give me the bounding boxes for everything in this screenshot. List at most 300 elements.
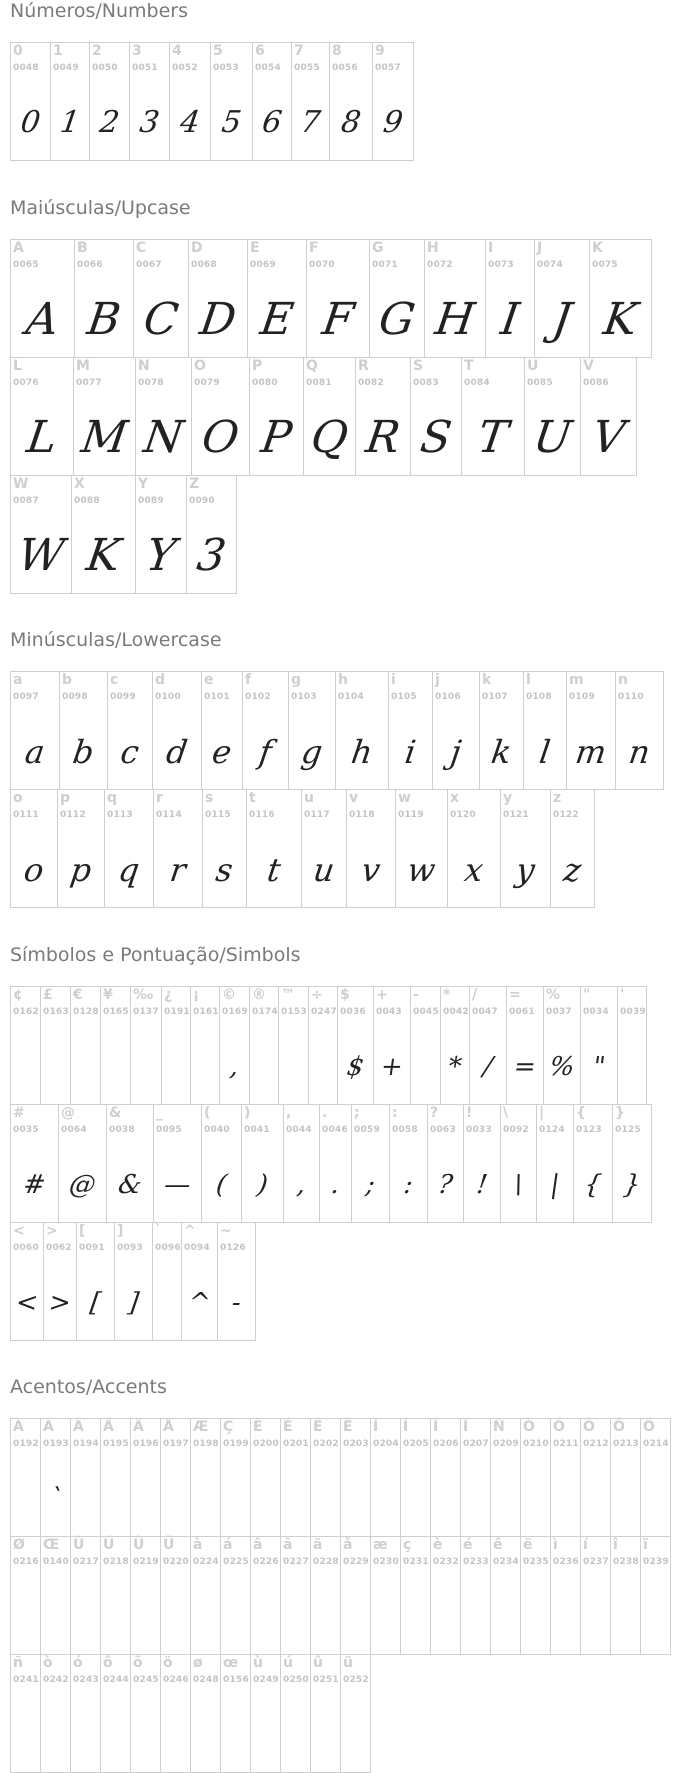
glyph-cell <box>303 357 356 476</box>
glyph-preview <box>336 1697 376 1772</box>
glyph-code: 0219 <box>133 1557 159 1567</box>
glyph-code: 0233 <box>463 1557 489 1567</box>
glyph-cell <box>500 1104 537 1223</box>
glyph-character: Á <box>43 1419 54 1435</box>
glyph-character: i <box>391 672 396 688</box>
glyph-code: 0092 <box>503 1125 529 1135</box>
glyph-code: 0156 <box>223 1675 249 1685</box>
glyph-preview: — <box>162 1169 193 1200</box>
glyph-code: 0241 <box>13 1675 39 1685</box>
glyph-character: 0 <box>13 43 23 59</box>
glyph-cell <box>536 1104 574 1223</box>
glyph-character: Ä <box>133 1419 144 1435</box>
glyph-code: 0118 <box>349 810 375 820</box>
glyph-cell <box>74 239 134 358</box>
glyph-code: 0060 <box>13 1243 39 1253</box>
glyph-code: 0033 <box>466 1125 492 1135</box>
glyph-cell <box>524 357 581 476</box>
glyph-preview: ] <box>126 1287 141 1318</box>
glyph-character: â <box>253 1537 263 1553</box>
glyph-preview: 3 <box>137 105 162 140</box>
section-title: Números/Numbers <box>10 0 188 22</box>
glyph-preview: n <box>626 732 653 771</box>
glyph-character: ` <box>155 1223 162 1239</box>
glyph-code: 0074 <box>537 260 563 270</box>
glyph-character: e <box>204 672 214 688</box>
glyph-preview: 6 <box>259 105 285 140</box>
glyph-preview: D <box>196 294 240 345</box>
glyph-character: Ú <box>103 1537 115 1553</box>
glyph-code: 0103 <box>291 692 317 702</box>
glyph-cell <box>188 239 248 358</box>
glyph-code: 0050 <box>92 63 118 73</box>
glyph-character: à <box>193 1537 203 1553</box>
glyph-character: Ü <box>163 1537 175 1553</box>
glyph-character: 5 <box>213 43 223 59</box>
glyph-cell <box>373 986 411 1105</box>
glyph-code: 0062 <box>46 1243 72 1253</box>
glyph-character: Q <box>306 358 318 374</box>
glyph-cell <box>306 239 370 358</box>
glyph-character: H <box>427 240 439 256</box>
glyph-character: Ç <box>223 1419 234 1435</box>
glyph-character: \ <box>503 1105 509 1121</box>
glyph-code: 0102 <box>245 692 271 702</box>
glyph-preview: 5 <box>219 105 244 140</box>
glyph-character: Ì <box>373 1419 379 1435</box>
glyph-character: ! <box>466 1105 473 1121</box>
glyph-cell <box>500 789 551 908</box>
glyph-cell <box>288 671 336 790</box>
glyph-cell <box>291 42 330 161</box>
glyph-character: ~ <box>220 1223 232 1239</box>
glyph-character: ò <box>43 1655 53 1671</box>
glyph-character: U <box>527 358 539 374</box>
glyph-character: © <box>222 987 236 1003</box>
glyph-code: 0248 <box>193 1675 219 1685</box>
glyph-character: I <box>488 240 494 256</box>
glyph-cell <box>100 1418 131 1537</box>
glyph-cell <box>506 986 544 1105</box>
glyph-cell <box>169 42 211 161</box>
glyph-character: 4 <box>172 43 182 59</box>
glyph-cell <box>430 1418 461 1537</box>
glyph-code: 0213 <box>613 1439 639 1449</box>
glyph-preview: s <box>213 850 236 889</box>
glyph-code: 0105 <box>391 692 417 702</box>
glyph-character: M <box>76 358 90 374</box>
glyph-preview: g <box>299 732 325 771</box>
glyph-character: ÷ <box>311 987 323 1003</box>
glyph-cell <box>152 1222 182 1341</box>
glyph-character: T <box>464 358 474 374</box>
glyph-cell <box>615 671 664 790</box>
glyph-character: . <box>322 1105 328 1121</box>
glyph-cell <box>70 1654 101 1773</box>
glyph-code: 0057 <box>375 63 401 73</box>
glyph-code: 0041 <box>244 1125 270 1135</box>
glyph-cell <box>329 42 373 161</box>
glyph-character: ã <box>283 1537 293 1553</box>
glyph-cell <box>520 1418 551 1537</box>
glyph-cell <box>10 671 60 790</box>
glyph-cell <box>129 42 170 161</box>
glyph-character: Ë <box>343 1419 353 1435</box>
glyph-cell <box>351 1104 390 1223</box>
glyph-code: 0106 <box>435 692 461 702</box>
glyph-code: 0245 <box>133 1675 159 1685</box>
glyph-character: 6 <box>255 43 265 59</box>
glyph-cell <box>566 671 616 790</box>
glyph-code: 0080 <box>252 378 278 388</box>
glyph-code: 0230 <box>373 1557 399 1567</box>
glyph-character: ô <box>103 1655 113 1671</box>
glyph-character: Œ <box>43 1537 60 1553</box>
glyph-cell <box>573 1104 613 1223</box>
glyph-character: 3 <box>132 43 142 59</box>
glyph-cell <box>340 1654 371 1773</box>
glyph-cell <box>220 1536 251 1655</box>
glyph-code: 0198 <box>193 1439 219 1449</box>
glyph-preview: Y <box>142 530 180 581</box>
glyph-character: < <box>13 1223 25 1239</box>
glyph-code: 0126 <box>220 1243 246 1253</box>
glyph-character: s <box>205 790 214 806</box>
glyph-preview: 3 <box>193 530 230 581</box>
section-title: Minúsculas/Lowercase <box>10 629 222 651</box>
glyph-preview: F <box>319 294 357 345</box>
glyph-preview: d <box>164 732 190 771</box>
glyph-preview: ! <box>474 1169 490 1200</box>
glyph-character: P <box>252 358 263 374</box>
glyph-cell <box>617 986 647 1105</box>
glyph-code: 0089 <box>138 496 164 506</box>
glyph-preview: B <box>84 294 124 345</box>
glyph-character: ä <box>313 1537 323 1553</box>
glyph-code: 0110 <box>618 692 644 702</box>
glyph-character: | <box>539 1105 545 1121</box>
glyph-code: 0153 <box>281 1007 307 1017</box>
glyph-cell <box>280 1418 311 1537</box>
glyph-code: 0140 <box>43 1557 69 1567</box>
glyph-character: ø <box>193 1655 203 1671</box>
glyph-code: 0191 <box>164 1007 190 1017</box>
glyph-code: 0098 <box>62 692 88 702</box>
glyph-character: £ <box>43 987 53 1003</box>
glyph-character: Ø <box>13 1537 25 1553</box>
glyph-cell <box>370 1418 401 1537</box>
glyph-code: 0068 <box>191 260 217 270</box>
glyph-code: 0035 <box>13 1125 39 1135</box>
glyph-code: 0199 <box>223 1439 249 1449</box>
glyph-code: 0212 <box>583 1439 609 1449</box>
glyph-cell <box>10 239 75 358</box>
glyph-preview: V <box>589 412 628 463</box>
glyph-cell <box>217 1222 256 1341</box>
glyph-preview: u <box>311 850 337 889</box>
glyph-code: 0251 <box>313 1675 339 1685</box>
glyph-code: 0122 <box>553 810 579 820</box>
glyph-preview: N <box>140 412 187 463</box>
glyph-preview <box>636 1461 675 1536</box>
glyph-cell <box>460 1418 491 1537</box>
glyph-character: ‰ <box>133 987 154 1003</box>
glyph-cell <box>106 1104 154 1223</box>
section-title: Símbolos e Pontuação/Simbols <box>10 944 301 966</box>
glyph-preview: A <box>23 294 62 345</box>
glyph-code: 0206 <box>433 1439 459 1449</box>
glyph-preview: H <box>432 294 478 345</box>
glyph-character: f <box>245 672 252 688</box>
glyph-preview: O <box>198 412 243 463</box>
glyph-preview: | <box>548 1169 562 1200</box>
glyph-character: Ù <box>73 1537 85 1553</box>
glyph-cell <box>250 1654 281 1773</box>
glyph-code: 0065 <box>13 260 39 270</box>
glyph-character: { <box>576 1105 586 1121</box>
glyph-character: # <box>13 1105 25 1121</box>
glyph-preview: 9 <box>380 105 406 140</box>
glyph-code: 0094 <box>184 1243 210 1253</box>
glyph-preview: ^ <box>186 1287 213 1318</box>
glyph-code: 0247 <box>311 1007 337 1017</box>
glyph-character: ] <box>117 1223 124 1239</box>
glyph-code: 0067 <box>136 260 162 270</box>
glyph-character: z <box>553 790 562 806</box>
glyph-code: 0096 <box>155 1243 181 1253</box>
glyph-code: 0242 <box>43 1675 69 1685</box>
glyph-code: 0236 <box>553 1557 579 1567</box>
glyph-character: L <box>13 358 22 374</box>
glyph-cell <box>460 1536 491 1655</box>
glyph-code: 0111 <box>13 810 39 820</box>
glyph-cell <box>160 1418 191 1537</box>
glyph-character: á <box>223 1537 233 1553</box>
glyph-preview: } <box>621 1169 643 1200</box>
glyph-preview: l <box>537 732 553 771</box>
glyph-preview: M <box>78 412 131 463</box>
glyph-cell <box>301 789 347 908</box>
glyph-preview: e <box>209 732 235 771</box>
glyph-code: 0193 <box>43 1439 69 1449</box>
glyph-cell <box>160 1654 191 1773</box>
glyph-code: 0085 <box>527 378 553 388</box>
glyph-character: y <box>503 790 513 806</box>
glyph-code: 0194 <box>73 1439 99 1449</box>
glyph-cell <box>190 1536 221 1655</box>
glyph-preview: , <box>295 1169 308 1200</box>
glyph-code: 0162 <box>13 1007 39 1017</box>
glyph-cell <box>335 671 389 790</box>
glyph-code: 0054 <box>255 63 281 73</box>
glyph-code: 0099 <box>110 692 136 702</box>
glyph-preview: : <box>402 1169 415 1200</box>
glyph-character: ; <box>354 1105 360 1121</box>
glyph-preview: ? <box>436 1169 455 1200</box>
glyph-code: 0201 <box>283 1439 309 1449</box>
glyph-cell <box>252 42 292 161</box>
glyph-code: 0071 <box>372 260 398 270</box>
glyph-character: À <box>13 1419 24 1435</box>
glyph-cell <box>249 986 279 1105</box>
glyph-cell <box>114 1222 153 1341</box>
glyph-cell <box>490 1418 521 1537</box>
glyph-preview: + <box>378 1051 405 1082</box>
glyph-preview: I <box>497 294 523 345</box>
glyph-preview: E <box>257 294 297 345</box>
section-symbols <box>10 944 660 1318</box>
glyph-cell <box>135 475 187 594</box>
glyph-cell <box>283 1104 320 1223</box>
glyph-character: ù <box>253 1655 263 1671</box>
glyph-code: 0078 <box>138 378 164 388</box>
glyph-cell <box>280 1536 311 1655</box>
glyph-cell <box>543 986 581 1105</box>
glyph-cell <box>479 671 524 790</box>
glyph-character: ^ <box>184 1223 196 1239</box>
glyph-preview: Q <box>307 412 352 463</box>
glyph-preview: T <box>474 412 512 463</box>
glyph-cell <box>76 1222 115 1341</box>
glyph-code: 0042 <box>443 1007 469 1017</box>
glyph-code: 0044 <box>286 1125 312 1135</box>
glyph-cell <box>70 986 101 1105</box>
glyph-character: - <box>413 987 419 1003</box>
glyph-cell <box>130 1536 161 1655</box>
glyph-character: $ <box>340 987 350 1003</box>
glyph-character: ú <box>283 1655 293 1671</box>
glyph-code: 0203 <box>343 1439 369 1449</box>
glyph-character: ñ <box>13 1655 23 1671</box>
glyph-preview: = <box>511 1051 538 1082</box>
glyph-character: r <box>156 790 163 806</box>
glyph-character: Ô <box>583 1419 595 1435</box>
glyph-preview: " <box>590 1051 608 1082</box>
glyph-code: 0077 <box>76 378 102 388</box>
glyph-code: 0238 <box>613 1557 639 1567</box>
glyph-code: 0196 <box>133 1439 159 1449</box>
glyph-code: 0192 <box>13 1439 39 1449</box>
glyph-character: C <box>136 240 147 256</box>
glyph-preview: { <box>582 1169 604 1200</box>
glyph-code: 0076 <box>13 378 39 388</box>
glyph-code: 0073 <box>488 260 514 270</box>
glyph-code: 0109 <box>569 692 595 702</box>
glyph-character: õ <box>133 1655 143 1671</box>
glyph-character: ™ <box>281 987 295 1003</box>
glyph-code: 0084 <box>464 378 490 388</box>
glyph-character: m <box>569 672 584 688</box>
glyph-preview: U <box>530 412 575 463</box>
glyph-character: O <box>194 358 206 374</box>
glyph-cell <box>247 239 307 358</box>
glyph-character: g <box>291 672 302 688</box>
glyph-cell <box>388 671 433 790</box>
glyph-code: 0244 <box>103 1675 129 1685</box>
glyph-code: 0220 <box>163 1557 189 1567</box>
glyph-character: = <box>509 987 521 1003</box>
glyph-code: 0229 <box>343 1557 369 1567</box>
glyph-code: 0232 <box>433 1557 459 1567</box>
glyph-cell <box>610 1418 641 1537</box>
glyph-cell <box>10 1654 41 1773</box>
glyph-code: 0036 <box>340 1007 366 1017</box>
glyph-code: 0231 <box>403 1557 429 1567</box>
glyph-character: > <box>46 1223 58 1239</box>
glyph-character: _ <box>156 1105 163 1121</box>
glyph-cell <box>246 789 302 908</box>
glyph-code: 0063 <box>430 1125 456 1135</box>
section-lowercase <box>10 629 660 889</box>
glyph-cell <box>589 239 652 358</box>
glyph-cell <box>427 1104 464 1223</box>
glyph-character: Ï <box>463 1419 469 1435</box>
glyph-cell <box>355 357 411 476</box>
glyph-preview: 1 <box>57 105 83 140</box>
glyph-cell <box>242 671 289 790</box>
glyph-character: S <box>413 358 424 374</box>
glyph-character: t <box>249 790 256 806</box>
glyph-preview: b <box>70 732 97 771</box>
section-title: Acentos/Accents <box>10 1376 167 1398</box>
glyph-character: Ò <box>523 1419 535 1435</box>
glyph-cell <box>152 671 202 790</box>
glyph-cell <box>40 1418 71 1537</box>
glyph-code: 0237 <box>583 1557 609 1567</box>
glyph-character: " <box>583 987 591 1003</box>
section-upcase <box>10 197 660 581</box>
glyph-cell <box>71 475 136 594</box>
glyph-character: ì <box>553 1537 558 1553</box>
glyph-cell <box>523 671 567 790</box>
glyph-preview: * <box>446 1051 464 1082</box>
glyph-cell <box>191 357 250 476</box>
glyph-code: 0125 <box>615 1125 641 1135</box>
glyph-code: 0169 <box>222 1007 248 1017</box>
glyph-character: + <box>376 987 388 1003</box>
glyph-code: 0038 <box>109 1125 135 1135</box>
glyph-cell <box>310 1536 341 1655</box>
glyph-cell <box>186 475 237 594</box>
glyph-cell <box>190 986 220 1105</box>
glyph-character: Ê <box>313 1419 323 1435</box>
glyph-code: 0252 <box>343 1675 369 1685</box>
glyph-character: Ñ <box>493 1419 505 1435</box>
glyph-cell <box>40 986 71 1105</box>
glyph-character: l <box>526 672 531 688</box>
glyph-cell <box>43 1222 77 1341</box>
glyph-preview: $ <box>345 1051 366 1082</box>
glyph-code: 0112 <box>60 810 86 820</box>
glyph-preview: C <box>140 294 182 345</box>
glyph-cell <box>241 1104 284 1223</box>
glyph-cell <box>219 986 250 1105</box>
glyph-character: 7 <box>294 43 304 59</box>
glyph-character: J <box>537 240 543 256</box>
glyph-code: 0211 <box>553 1439 579 1449</box>
glyph-code: 0059 <box>354 1125 380 1135</box>
glyph-preview <box>636 1579 675 1654</box>
glyph-cell <box>485 239 535 358</box>
glyph-preview: P <box>258 412 295 463</box>
glyph-code: 0115 <box>205 810 231 820</box>
glyph-cell <box>310 1654 341 1773</box>
glyph-cell <box>100 986 131 1105</box>
glyph-code: 0128 <box>73 1007 99 1017</box>
glyph-code: 0114 <box>156 810 182 820</box>
glyph-code: 0195 <box>103 1439 129 1449</box>
glyph-character: q <box>107 790 118 806</box>
